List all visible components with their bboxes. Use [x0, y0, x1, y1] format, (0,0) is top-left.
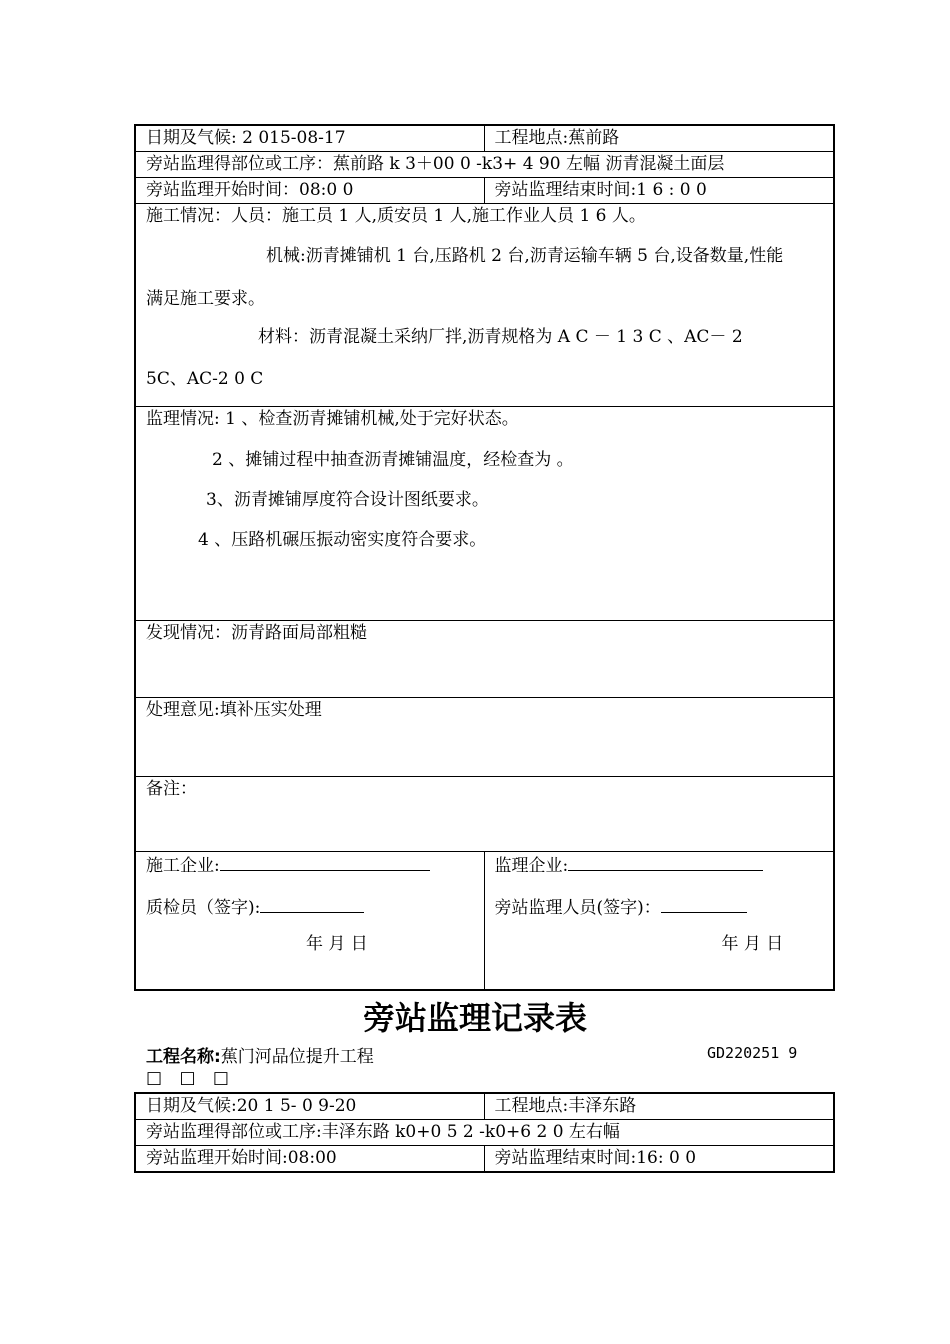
record-table-2 — [134, 1092, 835, 1173]
construction-line-1: 施工情况：人员：施工员 1 人,质安员 1 人,施工作业人员 1 6 人。 — [146, 206, 646, 226]
part-process-cell — [135, 152, 834, 178]
construction-company-field[interactable] — [146, 852, 430, 878]
date-weather-2: 日期及气候:20 1 5- 0 9-20 — [146, 1096, 357, 1116]
handling-cell — [135, 698, 834, 777]
supervision-line-4: 4 、压路机碾压振动密实度符合要求。 — [198, 530, 487, 550]
start-time-cell — [135, 178, 484, 204]
remarks-cell — [135, 777, 834, 852]
remarks: 备注： — [146, 779, 197, 799]
supervision-line-3: 3、沥青摊铺厚度符合设计图纸要求。 — [206, 490, 489, 510]
supervisor-signature-field[interactable] — [495, 894, 747, 920]
construction-cell — [135, 204, 834, 407]
findings: 发现情况：沥青路面局部粗糙 — [146, 623, 367, 643]
inspector-signature-blank[interactable] — [260, 894, 364, 913]
inspector-signature-label: 质检员（签字): — [146, 898, 261, 918]
form-code: GD220251 9 — [707, 1044, 798, 1062]
end-time-2: 旁站监理结束时间:16: 0 0 — [494, 1148, 697, 1168]
location: 工程地点:蕉前路 — [494, 128, 620, 148]
project-name-line — [146, 1042, 374, 1067]
end-time: 旁站监理结束时间:1 6 : 0 0 — [494, 180, 707, 200]
sign-right-cell — [484, 852, 834, 991]
end-time-cell-2 — [484, 1146, 834, 1173]
supervision-company-field[interactable] — [495, 852, 764, 878]
supervision-company-blank[interactable] — [568, 852, 763, 871]
sign-left-cell — [135, 852, 484, 991]
checkbox-row[interactable]: □ □ □ — [146, 1068, 235, 1088]
construction-company-blank[interactable] — [220, 852, 430, 871]
end-time-cell — [484, 178, 834, 204]
record-table-1 — [134, 124, 835, 991]
supervision-cell — [135, 407, 834, 621]
supervision-line-1: 监理情况: 1 、检查沥青摊铺机械,处于完好状态。 — [146, 409, 519, 429]
part-process-2: 旁站监理得部位或工序:丰泽东路 k0+0 5 2 -k0+6 2 0 左右幅 — [146, 1122, 620, 1142]
date-weather: 日期及气候: 2 015-08-17 — [146, 128, 346, 148]
supervisor-signature-blank[interactable] — [661, 894, 747, 913]
location-2: 工程地点:丰泽东路 — [494, 1096, 637, 1116]
findings-cell — [135, 621, 834, 698]
part-process-cell-2 — [135, 1120, 834, 1146]
construction-line-4: 材料：沥青混凝土采纳厂拌,沥青规格为 A C － 1 3 C 、AC－ 2 — [258, 327, 743, 347]
sign-left-date: 年 月 日 — [306, 934, 368, 954]
start-time-cell-2 — [135, 1146, 484, 1173]
construction-line-2: 机械:沥青摊铺机 1 台,压路机 2 台,沥青运输车辆 5 台,设备数量,性能 — [266, 246, 784, 266]
construction-line-5: 5C、AC-2 0 C — [146, 369, 264, 389]
sign-right-date: 年 月 日 — [721, 934, 784, 954]
supervisor-signature-label: 旁站监理人员(签字)： — [494, 898, 661, 918]
form-title: 旁站监理记录表 — [362, 999, 587, 1037]
construction-company-label: 施工企业: — [146, 856, 220, 876]
location-cell — [484, 125, 834, 152]
supervision-company-label: 监理企业: — [494, 856, 569, 876]
location-cell-2 — [484, 1093, 834, 1120]
start-time-2: 旁站监理开始时间:08:00 — [146, 1148, 337, 1168]
inspector-signature-field[interactable] — [146, 894, 364, 920]
project-name: 蕉门河品位提升工程 — [220, 1047, 374, 1067]
date-weather-cell — [135, 125, 484, 152]
construction-line-3: 满足施工要求。 — [146, 289, 265, 309]
date-weather-cell-2 — [135, 1093, 484, 1120]
project-name-label: 工程名称: — [146, 1047, 221, 1067]
part-process: 旁站监理得部位或工序：蕉前路 k 3＋00 0 -k3+ 4 90 左幅 沥青混凝土面层 — [146, 154, 725, 174]
supervision-line-2: 2 、摊铺过程中抽查沥青摊铺温度，经检查为 。 — [212, 450, 574, 470]
start-time: 旁站监理开始时间：08:0 0 — [146, 180, 354, 200]
handling: 处理意见:填补压实处理 — [146, 700, 322, 720]
